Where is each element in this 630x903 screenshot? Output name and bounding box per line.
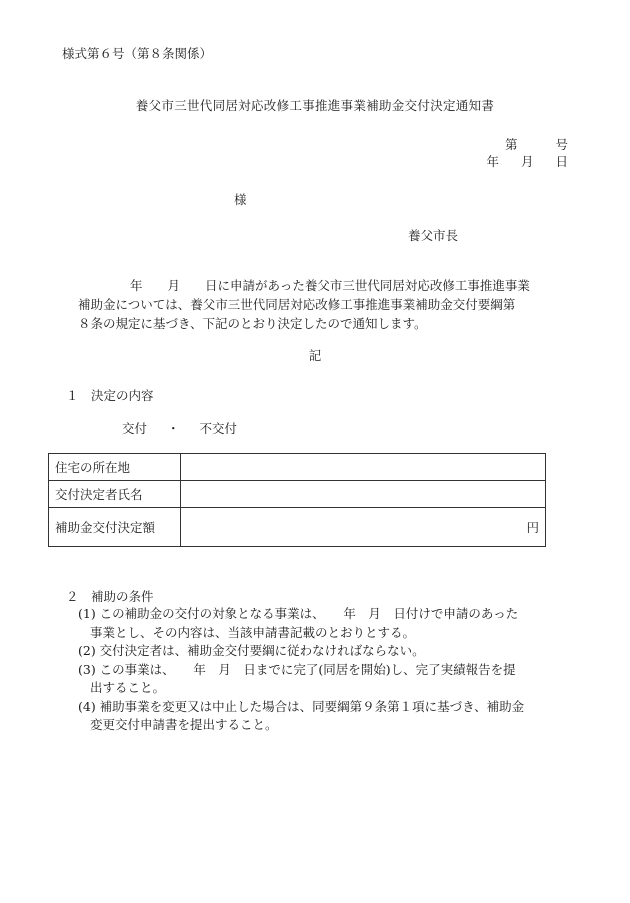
- condition-1-text: (1) この補助金の交付の対象となる事業は、 年 月 日付けで申請のあった: [78, 606, 519, 621]
- table-row: [49, 508, 546, 547]
- date-day: 日: [555, 154, 568, 169]
- form-number: 様式第６号（第８条関係）: [62, 46, 213, 61]
- body-line-1: 年 月 日に申請があった養父市三世代同居対応改修工事推進事業: [130, 278, 530, 293]
- conditions-list: [78, 605, 563, 735]
- grantee-name-value: [181, 481, 546, 508]
- table-row: [49, 454, 546, 481]
- table-row: [49, 481, 546, 508]
- grant-amount-label: 補助金交付決定額: [49, 508, 181, 547]
- ki-heading: 記: [308, 348, 322, 363]
- condition-item: [78, 698, 563, 735]
- condition-2-text: (2) 交付決定者は、補助金交付要綱に従わなければならない。: [78, 643, 425, 658]
- sender: 養父市長: [408, 228, 459, 243]
- condition-4-cont: 変更交付申請書を提出すること。: [90, 717, 278, 732]
- document-number: [505, 135, 568, 153]
- condition-3-cont: 出すること。: [90, 680, 166, 695]
- choice-separator: ・: [167, 421, 180, 436]
- section-1-heading: １ 決定の内容: [66, 388, 154, 403]
- decision-table: [48, 453, 546, 547]
- document-number-prefix: 第: [504, 137, 518, 152]
- condition-1-cont: 事業とし、その内容は、当該申請書記載のとおりとする。: [90, 624, 416, 640]
- body-line-3: ８条の規定に基づき、下記のとおり決定したので通知します。: [78, 316, 427, 331]
- grant-amount-value: 円: [181, 508, 546, 547]
- recipient-honorific: 様: [234, 192, 247, 207]
- issue-date: [486, 152, 568, 170]
- grantee-name-label: 交付決定者氏名: [49, 481, 181, 508]
- condition-3-text: (3) この事業は、 年 月 日までに完了(同居を開始)し、完了実績報告を提: [78, 661, 516, 677]
- condition-item: [78, 605, 563, 642]
- document-title: 養父市三世代同居対応改修工事推進事業補助金交付決定通知書: [135, 98, 495, 113]
- choice-no-grant: 不交付: [199, 421, 238, 436]
- body-line-2: 補助金については、養父市三世代同居対応改修工事推進事業補助金交付要綱第: [78, 297, 516, 312]
- address-value: [181, 454, 546, 481]
- notification-body: [78, 276, 548, 333]
- condition-item: [78, 661, 563, 698]
- document-number-suffix: 号: [555, 137, 568, 152]
- choice-grant: 交付: [122, 421, 148, 436]
- section-2-heading: ２ 補助の条件: [66, 589, 154, 604]
- condition-4-text: (4) 補助事業を変更又は中止した場合は、同要綱第９条第１項に基づき、補助金: [78, 698, 525, 714]
- condition-item: [78, 642, 563, 661]
- decision-choice: [122, 419, 237, 437]
- date-year: 年: [486, 154, 499, 169]
- date-month: 月: [520, 154, 534, 169]
- address-label: 住宅の所在地: [49, 454, 181, 481]
